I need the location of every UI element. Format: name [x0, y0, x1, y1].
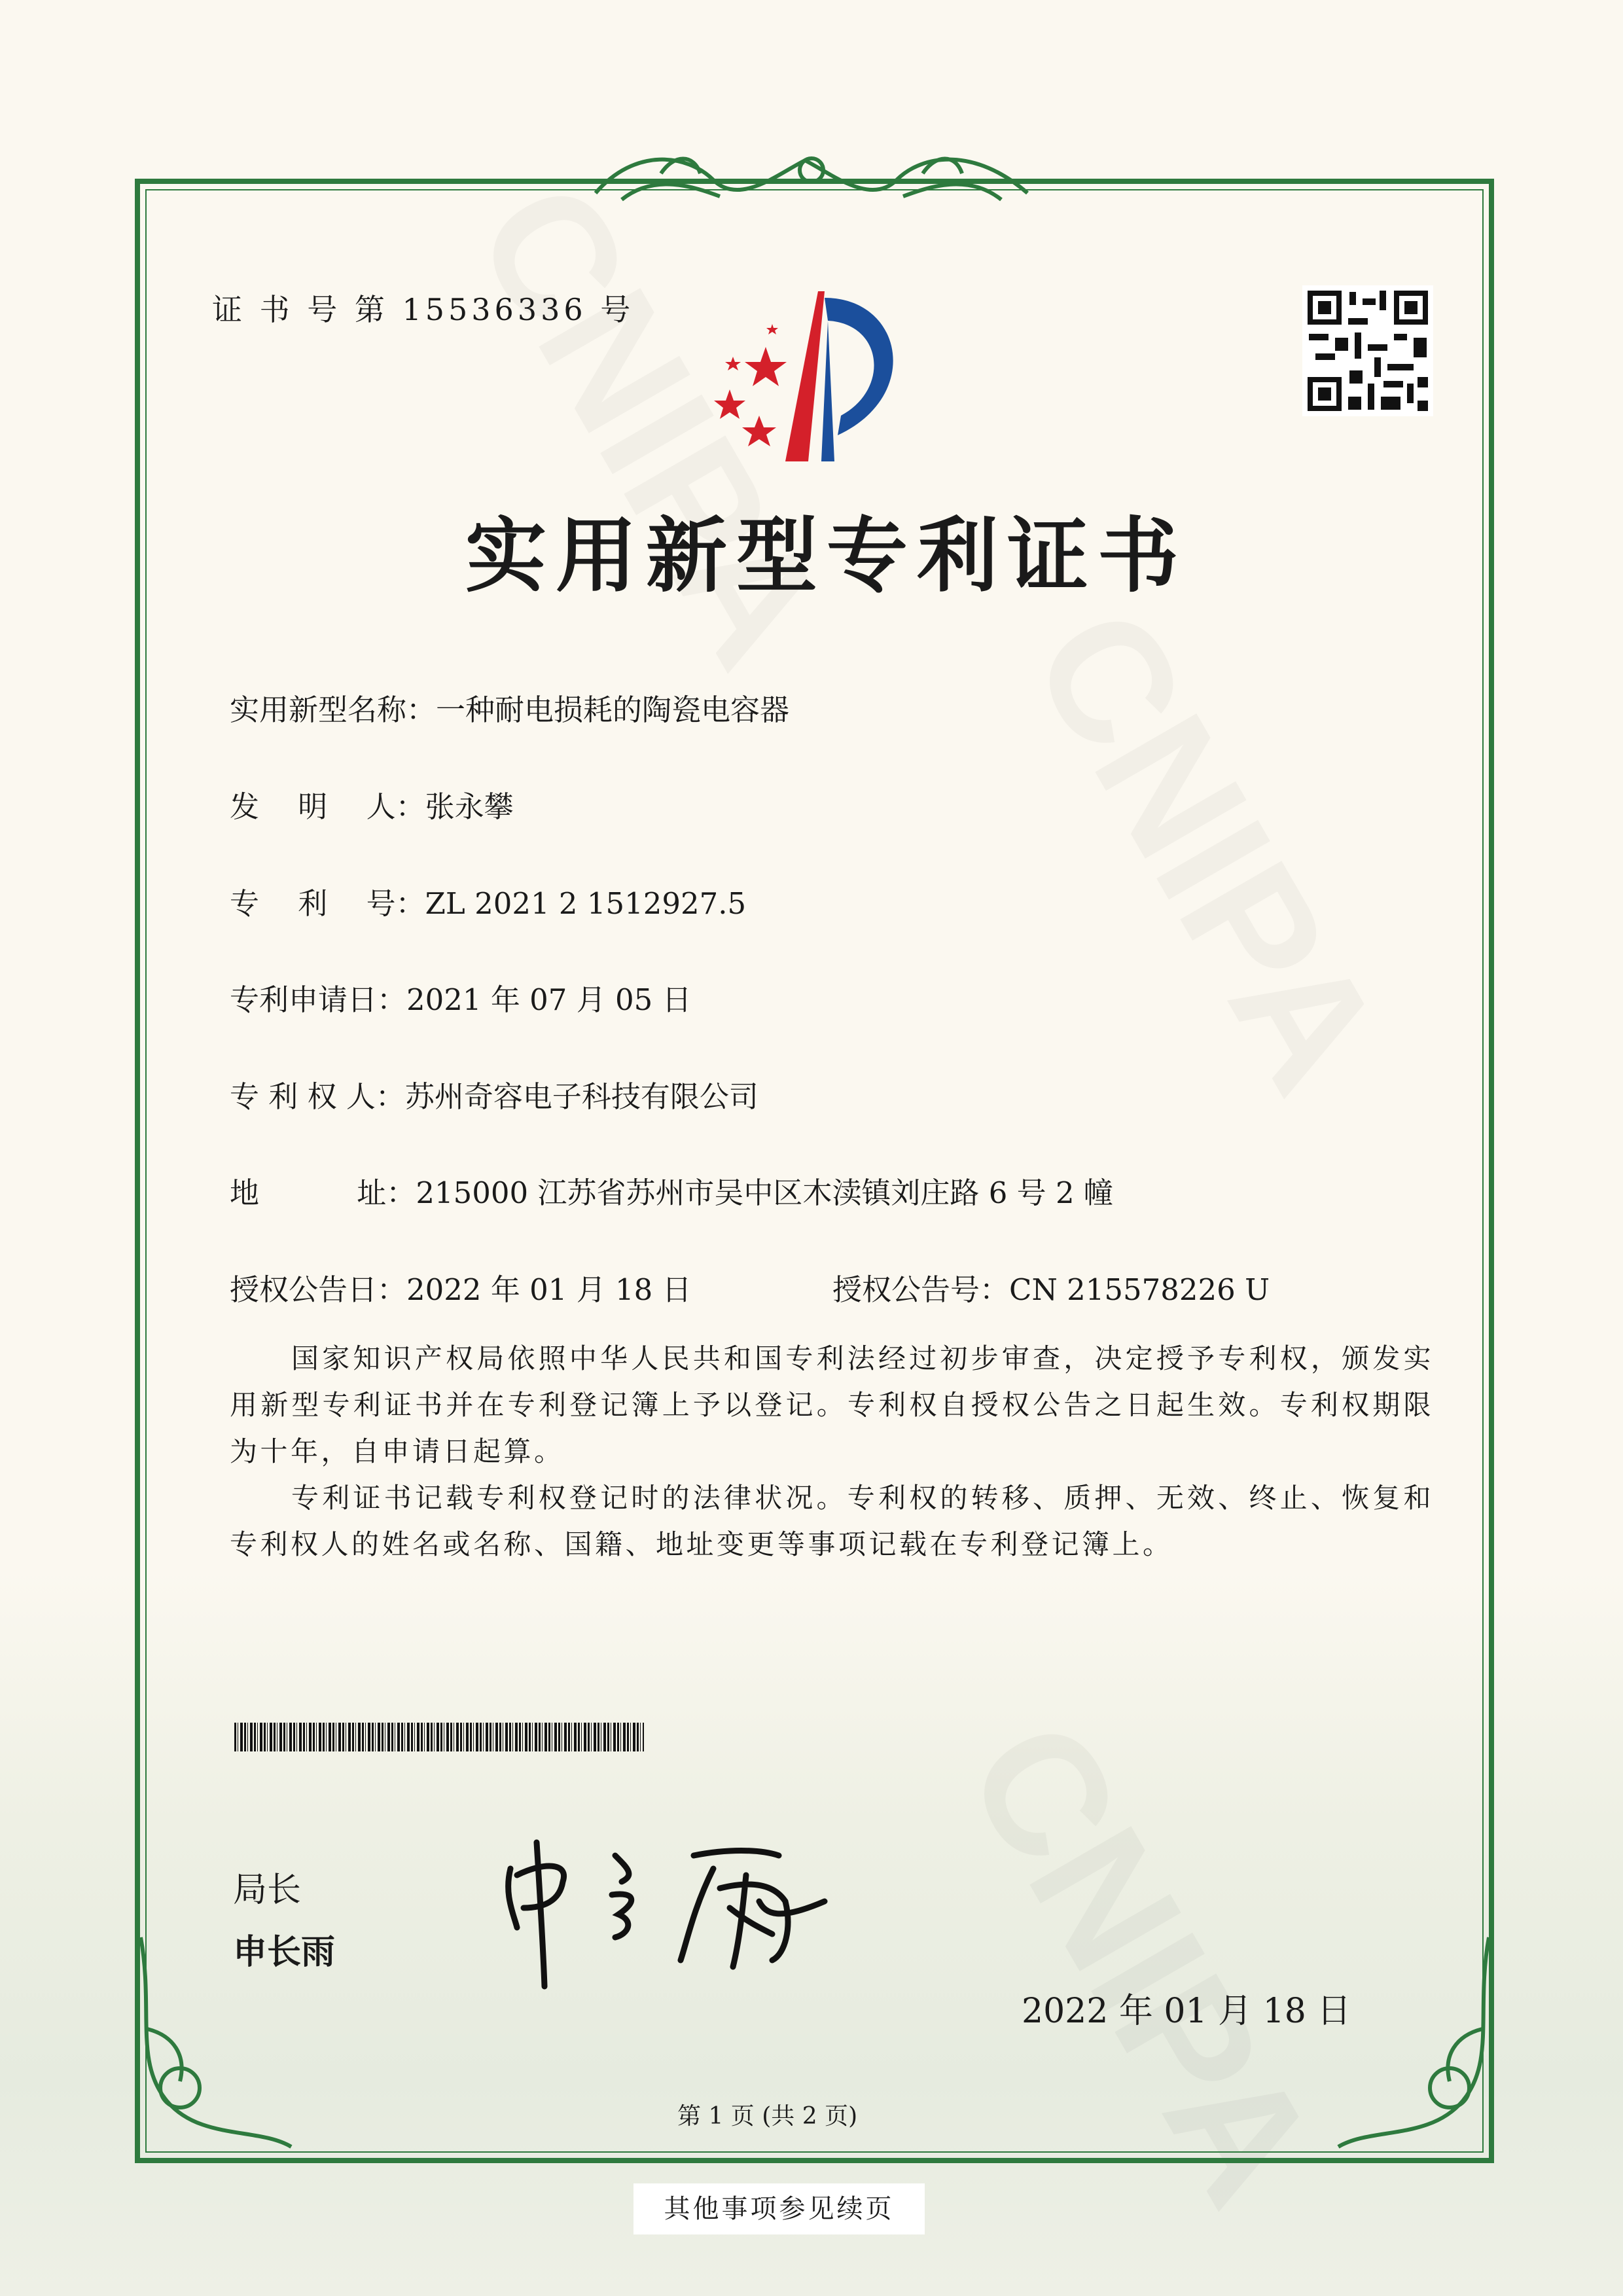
statement-paragraph: 专利证书记载专利权登记时的法律状况。专利权的转移、质押、无效、终止、恢复和专利权人的姓名或名称、国籍、地址变更等事项记载在专利登记簿上。: [230, 1482, 1434, 1560]
field-value: 2022 年 01 月 18 日: [406, 1272, 692, 1307]
field-filing-date: [230, 976, 692, 1018]
field-value: 一种耐电损耗的陶瓷电容器: [436, 692, 790, 727]
page-indicator: 第 1 页 (共 2 页): [677, 2103, 858, 2130]
issue-date: 2022 年 01 月 18 日: [1022, 1992, 1351, 2031]
certificate-title: 实用新型专利证书: [465, 509, 1188, 603]
field-label: 专 利 权 人：: [230, 1079, 405, 1114]
continuation-note: 其他事项参见续页: [633, 2183, 925, 2234]
field-patent-number: [230, 880, 746, 922]
field-label: 地 址：: [230, 1175, 416, 1210]
field-patentee: [230, 1073, 758, 1115]
field-value: ZL 2021 2 1512927.5: [425, 886, 747, 921]
field-value: CN 215578226 U: [1009, 1272, 1270, 1307]
field-grant-date: [230, 1266, 692, 1308]
field-address: [230, 1169, 1113, 1211]
signature-icon: [497, 1829, 838, 1993]
signatory-name: 申长雨: [233, 1933, 336, 1972]
field-label: 授权公告号：: [832, 1272, 1010, 1307]
field-value: 215000 江苏省苏州市吴中区木渎镇刘庄路 6 号 2 幢: [416, 1175, 1113, 1210]
statement-paragraph: 国家知识产权局依照中华人民共和国专利法经过初步审查，决定授予专利权，颁发实用新型专利证书并在专利登记簿上予以登记。专利权自授权公告之日起生效。专利权期限为十年，自申请日起算。: [230, 1342, 1434, 1467]
qr-code-icon: [1302, 285, 1433, 416]
field-value: 苏州奇容电子科技有限公司: [404, 1079, 758, 1114]
field-value: 张永攀: [425, 789, 514, 824]
field-label: 授权公告日：: [230, 1272, 407, 1307]
field-inventor: [230, 783, 514, 825]
corner-ornament-right-icon: [1332, 1931, 1502, 2153]
field-label: 实用新型名称：: [230, 692, 437, 727]
certificate-number: 证 书 号 第 15536336 号: [212, 292, 635, 327]
top-ornament-icon: [582, 134, 1041, 219]
field-utility-model-name: [230, 686, 789, 728]
field-label: 专利申请日：: [230, 982, 407, 1017]
field-label: 发 明 人：: [230, 789, 425, 824]
barcode-icon: [234, 1723, 644, 1751]
statement-text: [230, 1335, 1434, 1568]
field-grant-number: [832, 1266, 1270, 1308]
signatory-role: 局长: [233, 1871, 302, 1910]
field-value: 2021 年 07 月 05 日: [406, 982, 692, 1017]
cnipa-logo-icon: [694, 285, 936, 475]
field-label: 专 利 号：: [230, 886, 425, 921]
